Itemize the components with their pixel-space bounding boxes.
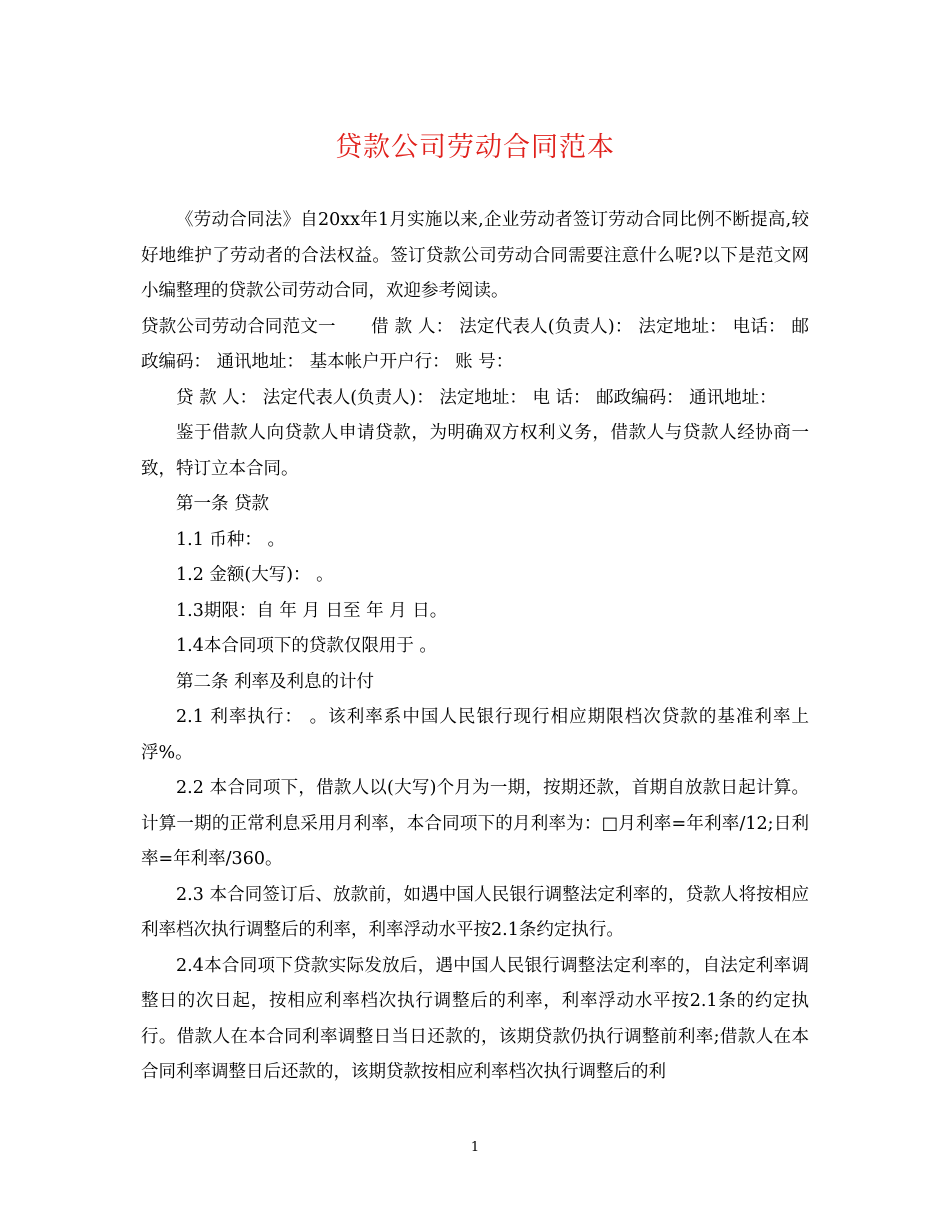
clause-2-3: 2.3 本合同签订后、放款前，如遇中国人民银行调整法定利率的，贷款人将按相应利率档次执行调整后的利率，利率浮动水平按2.1条约定执行。 (141, 884, 809, 940)
preamble-paragraph: 鉴于借款人向贷款人申请贷款，为明确双方权利义务，借款人与贷款人经协商一致，特订立本合同。 (141, 423, 809, 479)
clause-2-1: 2.1 利率执行： 。该利率系中国人民银行现行相应期限档次贷款的基准利率上浮%。 (141, 707, 809, 763)
clause-1-4: 1.4本合同项下的贷款仅限用于 。 (176, 636, 437, 656)
intro-paragraph: 《劳动合同法》自20xx年1月实施以来,企业劳动者签订劳动合同比例不断提高,较好地维护了劳动者的合法权益。签订贷款公司劳动合同需要注意什么呢?以下是范文网小编整理的贷款公司劳动合同，欢迎参考阅读。 (141, 210, 809, 301)
clause-1-1: 1.1 币种： 。 (176, 529, 285, 550)
article-2-heading: 第二条 利率及利息的计付 (176, 671, 375, 692)
lender-info-paragraph: 贷 款 人： 法定代表人(负责人)： 法定地址： 电 话： 邮政编码： 通讯地址： (176, 387, 777, 408)
document-body (141, 203, 809, 1091)
clause-1-3: 1.3期限：自 年 月 日至 年 月 日。 (176, 600, 448, 621)
borrower-info-paragraph: 贷款公司劳动合同范文一 借 款 人： 法定代表人(负责人)： 法定地址： 电话： 邮政编码： 通讯地址： 基本帐户开户行： 账 号： (141, 316, 809, 372)
page-number: 1 (470, 1140, 480, 1155)
article-1-heading: 第一条 贷款 (176, 494, 270, 514)
clause-2-4: 2.4本合同项下贷款实际发放后，遇中国人民银行调整法定利率的，自法定利率调整日的次日起，按相应利率档次执行调整后的利率，利率浮动水平按2.1条的约定执行。借款人在本合同利率调整日当日还款的，该期贷款仍执行调整前利率;借款人在本合同利率调整日后还款的，该期贷款按相应利率档次执行调整后的利 (141, 955, 810, 1082)
clause-2-2: 2.2 本合同项下，借款人以(大写)个月为一期，按期还款，首期自放款日起计算。计算一期的正常利息采用月利率，本合同项下的月利率为：□月利率=年利率/12;日利率=年利率/360。 (141, 778, 809, 869)
document-title: 贷款公司劳动合同范本 (335, 132, 615, 163)
clause-1-2: 1.2 金额(大写)： 。 (176, 565, 334, 585)
